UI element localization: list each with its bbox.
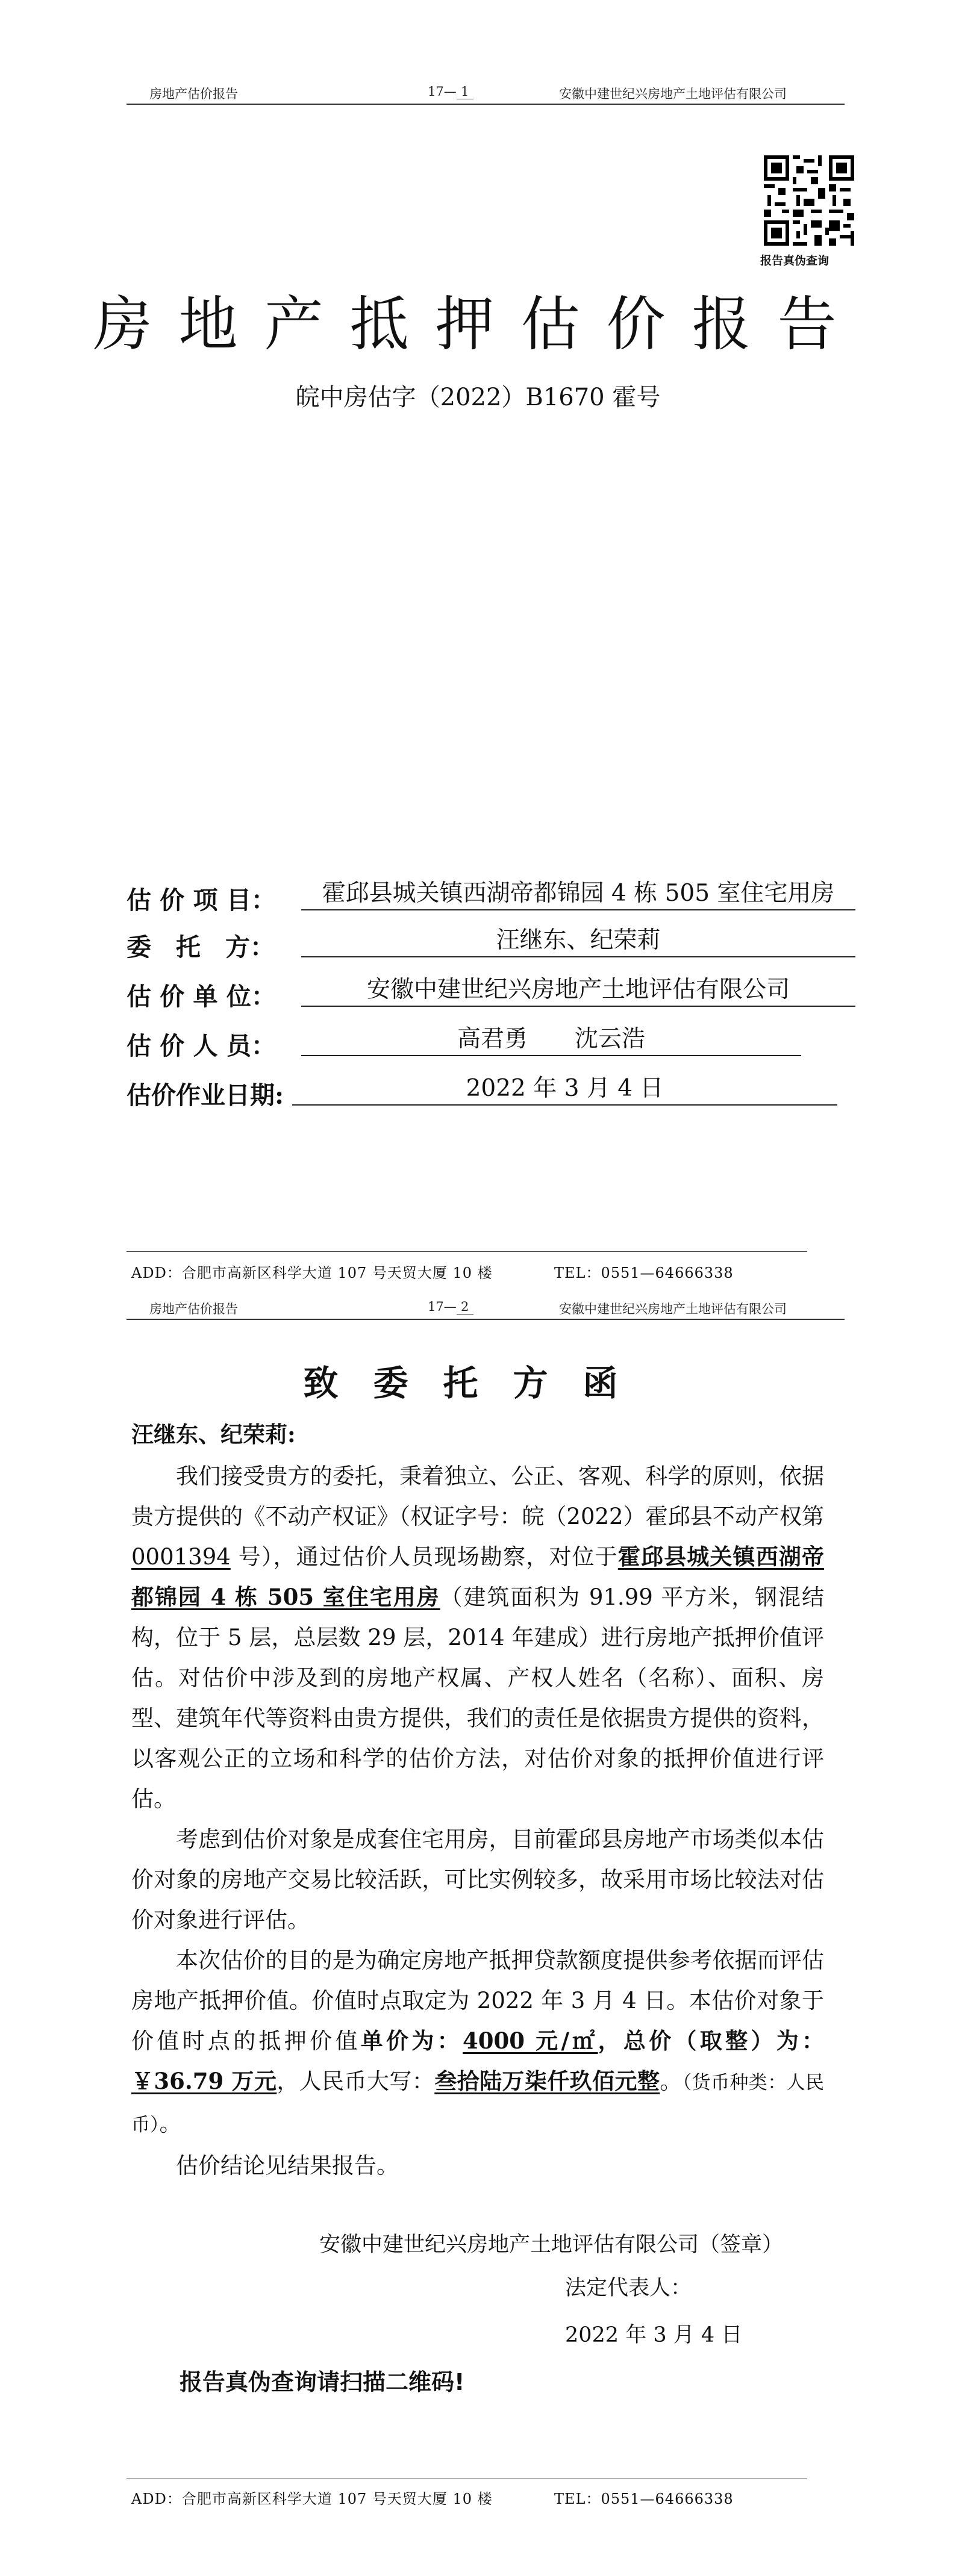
text: ， <box>598 2027 623 2054</box>
field-label: 估 价 人 员： <box>127 1031 276 1060</box>
text: 。 <box>660 2068 683 2094</box>
page-prefix: 17— <box>428 84 457 99</box>
field-value: 安徽中建世纪兴房地产土地评估有限公司 <box>301 974 855 1007</box>
signature-company: 安徽中建世纪兴房地产土地评估有限公司（签章） <box>319 2233 784 2257</box>
property-address: 霍邱县城关镇西湖帝都锦园 4 栋 505 室住宅用房 <box>131 1543 825 1610</box>
field-appraisers <box>127 1026 276 1062</box>
paragraph-2: 考虑到估价对象是成套住宅用房，目前霍邱县房地产市场类似本估价对象的房地产交易比较活跃，可比实例较多，故采用市场比较法对估价对象进行评估。 <box>131 1826 824 1933</box>
unit-price-label: 单价为： <box>360 2027 463 2054</box>
field-label: 估 价 单 位： <box>127 982 276 1011</box>
field-client <box>127 927 275 963</box>
header-right: 安徽中建世纪兴房地产土地评估有限公司 <box>559 87 787 101</box>
header-page-number <box>428 84 473 99</box>
text: ，人民币大写： <box>276 2068 435 2094</box>
footer-address: ADD：合肥市高新区科学大道 107 号天贸大厦 10 楼 <box>131 2490 493 2507</box>
header-rule <box>127 104 845 105</box>
field-value: 霍邱县城关镇西湖帝都锦园 4 栋 505 室住宅用房 <box>301 878 855 910</box>
paragraph-1 <box>131 1456 824 1819</box>
field-value: 2022 年 3 月 4 日 <box>292 1073 837 1106</box>
text: 。 <box>159 2111 182 2136</box>
footer-address: ADD：合肥市高新区科学大道 107 号天贸大厦 10 楼 <box>131 1265 493 1281</box>
signature-date: 2022 年 3 月 4 日 <box>565 2323 743 2347</box>
paragraph-4: 估价结论见结果报告。 <box>176 2153 399 2179</box>
header-page-number <box>428 1299 473 1314</box>
signature-representative: 法定代表人： <box>565 2276 692 2300</box>
doc-number: 皖中房估字（2022）B1670 霍号 <box>295 384 661 411</box>
letter-body <box>131 1456 824 2186</box>
header-rule <box>127 1319 845 1320</box>
field-label: 估价作业日期: <box>127 1081 284 1110</box>
footer-tel: TEL：0551—64666338 <box>554 2490 734 2507</box>
header-right: 安徽中建世纪兴房地产土地评估有限公司 <box>559 1302 787 1316</box>
header-left: 房地产估价报告 <box>149 1302 238 1316</box>
page-prefix: 17— <box>428 1299 457 1314</box>
field-label: 估 价 项 目： <box>127 886 276 915</box>
field-value: 高君勇 沈云浩 <box>301 1024 801 1056</box>
price-in-words: 叁拾陆万柒仟玖佰元整 <box>434 2068 660 2094</box>
field-date <box>127 1075 284 1111</box>
qr-verify-note: 报告真伪查询请扫描二维码! <box>180 2369 465 2395</box>
header-left: 房地产估价报告 <box>149 87 238 101</box>
paragraph-3 <box>131 1940 824 2145</box>
cert-number: 0001394 <box>131 1544 231 1570</box>
report-title: 房地产抵押估价报告 <box>93 290 863 359</box>
qr-caption: 报告真伪查询 <box>760 254 829 267</box>
field-appraiser-company <box>127 977 276 1012</box>
footer-rule <box>127 1251 807 1252</box>
total-price: ￥36.79 万元 <box>131 2068 277 2094</box>
page-num: 2 <box>457 1299 473 1314</box>
field-project <box>127 880 276 916</box>
footer-tel: TEL：0551—64666338 <box>554 1265 734 1281</box>
currency-note: （货币种类：人民币） <box>131 2072 825 2136</box>
letter-title: 致委托方函 <box>303 1363 653 1404</box>
unit-price: 4000 元/㎡ <box>462 2027 598 2054</box>
text: 我们接受贵方的委托，秉着独立、公正、客观、科学的原则，依据贵方提供的《不动产权证》（权证字号：皖（2022）霍邱县不动产权第 <box>131 1463 824 1529</box>
total-price-label: 总价（取整）为： <box>623 2027 825 2054</box>
salutation: 汪继东、纪荣莉: <box>131 1421 296 1448</box>
field-label: 委 托 方： <box>127 933 275 962</box>
field-value: 汪继东、纪荣莉 <box>301 925 855 957</box>
text: 号），通过估价人员现场勘察，对位于 <box>230 1544 618 1570</box>
page-num: 1 <box>457 84 473 99</box>
qr-code-icon[interactable] <box>764 155 854 246</box>
text: 本次估价的目的是为确定房地产抵押贷款额度提供参考依据而评估房地产抵押价值。价值时点取定为 2022 年 3 月 4 日。本估价对象于价值时点的抵押价值 <box>131 1947 824 2054</box>
text: （建筑面积为 91.99 平方米，钢混结构，位于 5 层，总层数 29 层，2014 年建成）进行房地产抵押价值评估。对估价中涉及到的房地产权属、产权人姓名（名称）、面积、房型、建筑年代等资料由贵方提供，我们的责任是依据贵方提供的资料，以客观公正的立场和科学的估价方法，对估价对象的抵押价值进行评估。 <box>131 1584 824 1812</box>
